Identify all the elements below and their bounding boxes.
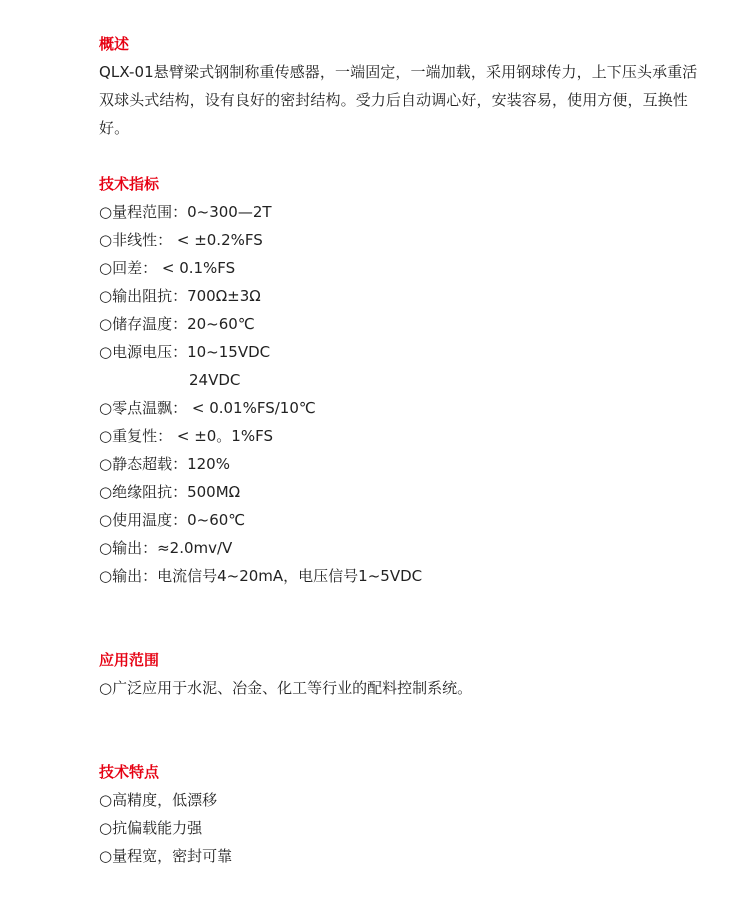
spec-item: ○静态超载：120% bbox=[99, 455, 230, 473]
application-item: ○广泛应用于水泥、冶金、化工等行业的配料控制系统。 bbox=[99, 679, 473, 697]
spec-item-continuation-text: 24VDC bbox=[189, 371, 241, 389]
content-column bbox=[99, 30, 709, 870]
section-spacer bbox=[99, 702, 709, 758]
overview-heading: 概述 bbox=[99, 35, 130, 53]
spec-item: ○量程范围：0~300—2T bbox=[99, 203, 272, 221]
spec-item: ○输出阻抗：700Ω±3Ω bbox=[99, 287, 261, 305]
features-heading: 技术特点 bbox=[99, 763, 160, 781]
spec-item: ○回差： < 0.1%FS bbox=[99, 259, 236, 277]
feature-item: ○抗偏载能力强 bbox=[99, 819, 203, 837]
spec-item: ○储存温度：20~60℃ bbox=[99, 315, 255, 333]
spec-item: ○输出：≈2.0mv/V bbox=[99, 539, 233, 557]
spec-item: ○电源电压：10~15VDC bbox=[99, 343, 271, 361]
specs-list bbox=[99, 198, 709, 590]
spec-item-continuation bbox=[99, 366, 709, 394]
specs-heading: 技术指标 bbox=[99, 175, 160, 193]
spec-item: ○零点温飘： < 0.01%FS/10℃ bbox=[99, 399, 316, 417]
applications-list bbox=[99, 674, 709, 702]
spec-item: ○输出：电流信号4~20mA，电压信号1~5VDC bbox=[99, 567, 423, 585]
overview-text: QLX-01悬臂梁式钢制称重传感器，一端固定，一端加载，采用钢球传力，上下压头承重活双球头式结构，设有良好的密封结构。受力后自动调心好，安装容易，使用方便，互换性好。 bbox=[99, 63, 698, 137]
feature-item: ○量程宽，密封可靠 bbox=[99, 847, 233, 865]
applications-heading: 应用范围 bbox=[99, 651, 160, 669]
features-list bbox=[99, 786, 709, 870]
spec-item: ○非线性： < ±0.2%FS bbox=[99, 231, 263, 249]
spec-item: ○重复性： < ±0。1%FS bbox=[99, 427, 273, 445]
feature-item: ○高精度，低漂移 bbox=[99, 791, 218, 809]
section-spacer bbox=[99, 142, 709, 170]
spec-item: ○绝缘阻抗：500MΩ bbox=[99, 483, 241, 501]
spec-item: ○使用温度：0~60℃ bbox=[99, 511, 246, 529]
section-spacer bbox=[99, 590, 709, 646]
